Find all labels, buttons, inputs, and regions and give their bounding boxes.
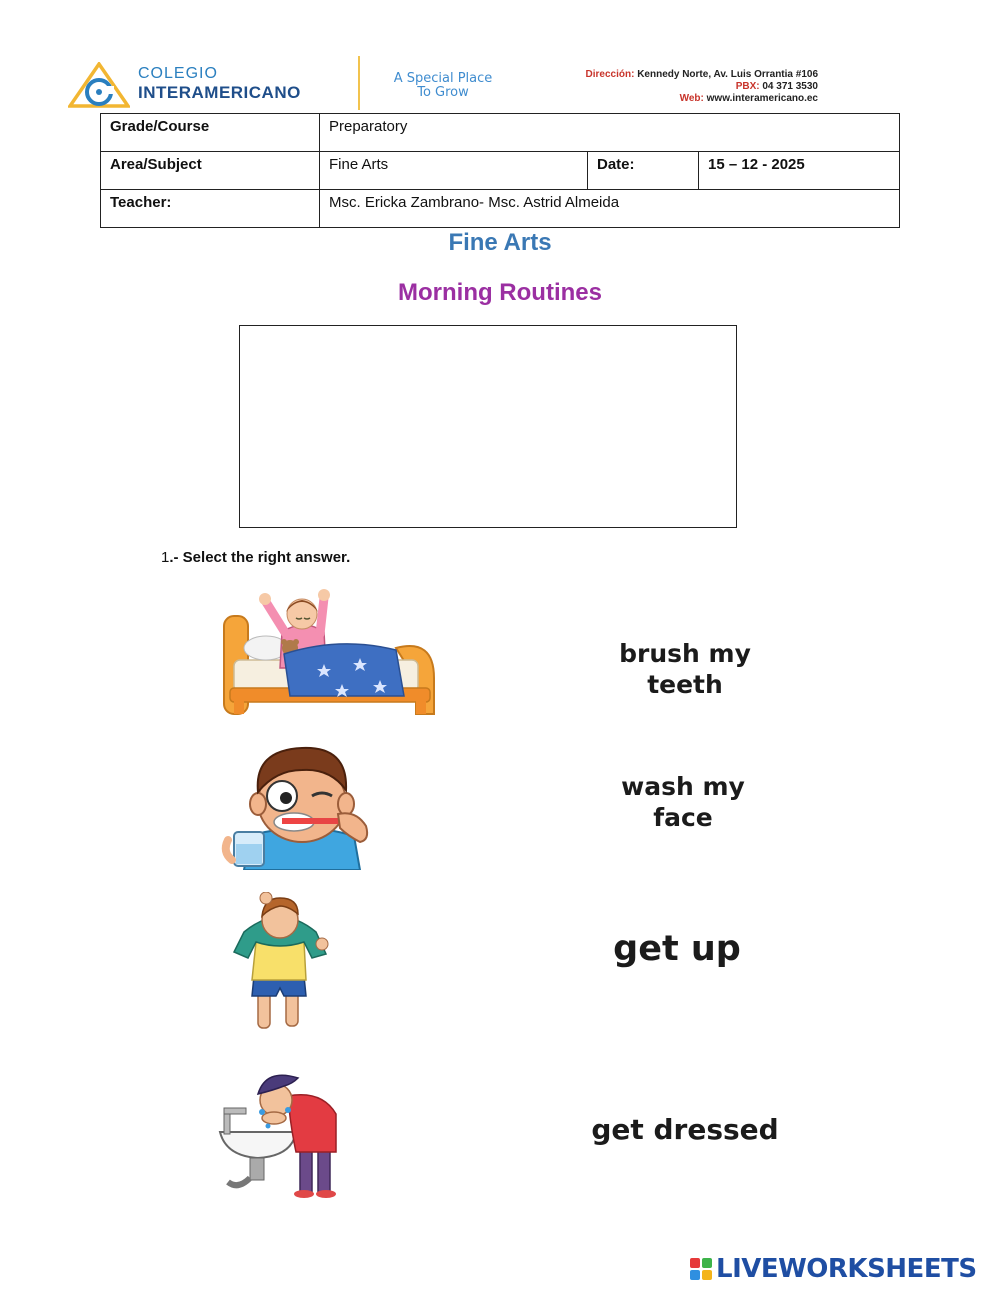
option-wash-my-face[interactable]: wash my face: [621, 772, 745, 833]
girl-waking-up-in-bed-icon: [220, 588, 438, 718]
school-contact: [526, 69, 818, 105]
boy-brushing-teeth-icon: [220, 740, 386, 870]
page-title: Fine Arts: [448, 229, 552, 256]
info-table: [100, 113, 900, 228]
option-brush-my-teeth[interactable]: brush my teeth: [619, 639, 751, 700]
boy-washing-face-icon: [218, 1060, 354, 1198]
boy-getting-dressed-icon: [230, 892, 334, 1034]
contact-address: Dirección: Kennedy Norte, Av. Luis Orrantia #106: [585, 69, 818, 80]
date-label: Date:: [588, 152, 699, 190]
teacher-value: Msc. Ericka Zambrano- Msc. Astrid Almeida: [320, 190, 900, 228]
table-row: [101, 114, 900, 152]
school-name-line2: INTERAMERICANO: [138, 83, 301, 102]
date-value: 15 – 12 - 2025: [699, 152, 900, 190]
area-label: Area/Subject: [101, 152, 320, 190]
table-row: [101, 190, 900, 228]
page-subtitle: Morning Routines: [398, 279, 602, 306]
teacher-label: Teacher:: [101, 190, 320, 228]
header-divider: [358, 56, 360, 110]
table-row: [101, 152, 900, 190]
liveworksheets-brand: LIVEWORKSHEETS: [716, 1254, 977, 1284]
area-value: Fine Arts: [320, 152, 588, 190]
contact-phone: PBX: 04 371 3530: [735, 81, 818, 92]
school-header: [66, 56, 826, 112]
option-get-up[interactable]: get up: [613, 929, 741, 969]
exercise-instruction: 1.- Select the right answer.: [161, 549, 351, 566]
option-get-dressed[interactable]: get dressed: [591, 1113, 779, 1146]
grade-value: Preparatory: [320, 114, 900, 152]
answer-drop-box[interactable]: [239, 325, 737, 528]
school-name: [138, 66, 301, 101]
school-name-line1: COLEGIO: [138, 65, 218, 82]
school-logo-icon: [68, 62, 130, 108]
liveworksheets-logo[interactable]: [690, 1252, 977, 1286]
school-slogan: A Special Place To Grow: [393, 71, 493, 100]
contact-web: Web: www.interamericano.ec: [679, 93, 818, 104]
grade-label: Grade/Course: [101, 114, 320, 152]
liveworksheets-icon: [690, 1258, 712, 1280]
